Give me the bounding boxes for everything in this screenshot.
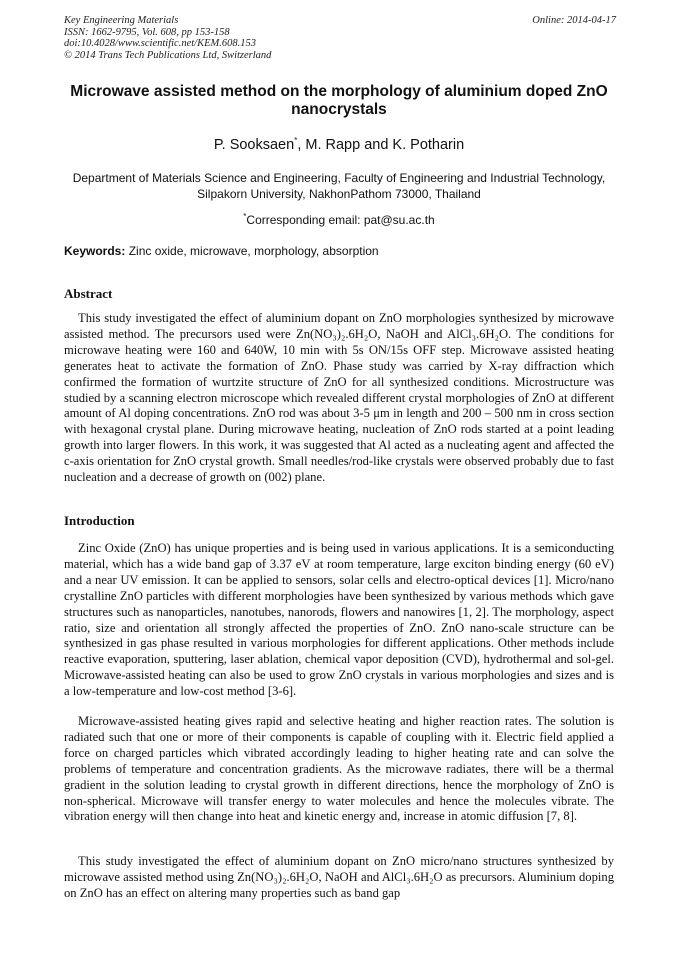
email-text: Corresponding email: pat@su.ac.th bbox=[246, 213, 435, 227]
email-mark: * bbox=[243, 212, 247, 221]
keywords-text: Zinc oxide, microwave, morphology, absorption bbox=[125, 244, 379, 258]
corresponding-email bbox=[64, 212, 614, 228]
intro-paragraph-1: Zinc Oxide (ZnO) has unique properties and is being used in various applications. It is a semiconducting material, which has a wide band gap of 3.37 eV at room temperature, large exciton binding energy (60 eV) and a near UV emission. It can be applied to sensors, solar cells and electro-optical devices [1]. Micro/nano crystalline ZnO particles with different morphologies have been synthesized by various methods which gave structures such as nanoparticles, nanotubes, nanorods, flowers and nanowires [1, 2]. The morphology, aspect ratio, size and orientation all strongly affected the properties of ZnO. ZnO nano-scale structure can be synthesized in gas phase resulted in various morphologies for different applications. Other methods include reactive evaporation, sputtering, laser ablation, chemical vapor deposition (CVD), hydrothermal and sol-gel. Microwave-assisted heating can also be used to grow ZnO crystals in various morphologies and sizes and is a low-temperature and low-cost method [3-6]. bbox=[64, 541, 614, 699]
journal-issn: ISSN: 1662-9795, Vol. 608, pp 153-158 bbox=[64, 26, 230, 38]
author-list bbox=[64, 136, 614, 154]
intro-paragraph-3: This study investigated the effect of aluminium dopant on ZnO micro/nano structures synthesized by microwave assisted method using Zn(NO₃)₂.6H₂O, NaOH and AlCl₃.6H₂O as precursors. Aluminium doping on ZnO has an effect on altering many properties such as band gap bbox=[64, 854, 614, 900]
online-date: Online: 2014-04-17 bbox=[532, 15, 616, 26]
corresponding-mark: * bbox=[294, 136, 298, 146]
journal-copyright: © 2014 Trans Tech Publications Ltd, Switzerland bbox=[64, 49, 272, 61]
abstract-text: This study investigated the effect of aluminium dopant on ZnO morphologies synthesized by microwave assisted method. The precursors used were Zn(NO₃)₂.6H₂O, NaOH and AlCl₃.6H₂O. The conditions for microwave heating were 160 and 640W, 10 min with 5s ON/15s OFF step. Microwave assisted heating generates heat to activate the formation of ZnO. Phase study was carried by X-ray diffraction which confirmed the formation of wurtzite structure of ZnO for all synthesized conditions. Microstructure was studied by a scanning electron microscope which revealed different crystal morphologies of ZnO at different amount of Al doping concentrations. ZnO rod was about 3-5 μm in length and 200 – 500 nm in cross section with hexagonal crystal plane. During microwave heating, nucleation of ZnO rods started at a point leading growth into larger flowers. In this work, it was suggested that Al acted as a nucleating agent and affected the c-axis orientation for ZnO crystal growth. Small needles/rod-like crystals were observed probably due to fast nucleation and a decrease of growth on (002) plane. bbox=[64, 311, 614, 485]
keywords-label: Keywords: bbox=[64, 244, 126, 258]
paper-title: Microwave assisted method on the morphology of aluminium doped ZnO nanocrystals bbox=[70, 83, 608, 118]
other-authors: , M. Rapp and K. Potharin bbox=[297, 137, 465, 153]
abstract-heading: Abstract bbox=[64, 286, 113, 301]
journal-name: Key Engineering Materials bbox=[64, 15, 179, 26]
affiliation: Department of Materials Science and Engineering, Faculty of Engineering and Industrial Technology, Silpakorn University, NakhonPathom 73000, Thailand bbox=[72, 171, 606, 201]
journal-header bbox=[64, 15, 616, 61]
intro-paragraph-2: Microwave-assisted heating gives rapid and selective heating and higher reaction rates. The solution is radiated such that one or more of their components is capable of coupling with it. Electric field applied a force on charged particles which vibrated accordingly leading to higher heating rate and can solve the problems of temperature and concentration gradients. As the microwave radiates, there will be a thermal gradient in the solution leading to crystal growth in different directions, hence the morphology of ZnO is non-spherical. Microwave will transfer energy to water molecules and hence the molecules vibrate. The vibration energy will then change into heat and kinetic energy and, increase in atomic diffusion [7, 8]. bbox=[64, 714, 614, 824]
journal-doi: doi:10.4028/www.scientific.net/KEM.608.153 bbox=[64, 38, 256, 49]
first-author: P. Sooksaen bbox=[213, 137, 295, 153]
introduction-heading: Introduction bbox=[64, 513, 135, 528]
keywords bbox=[64, 243, 614, 259]
